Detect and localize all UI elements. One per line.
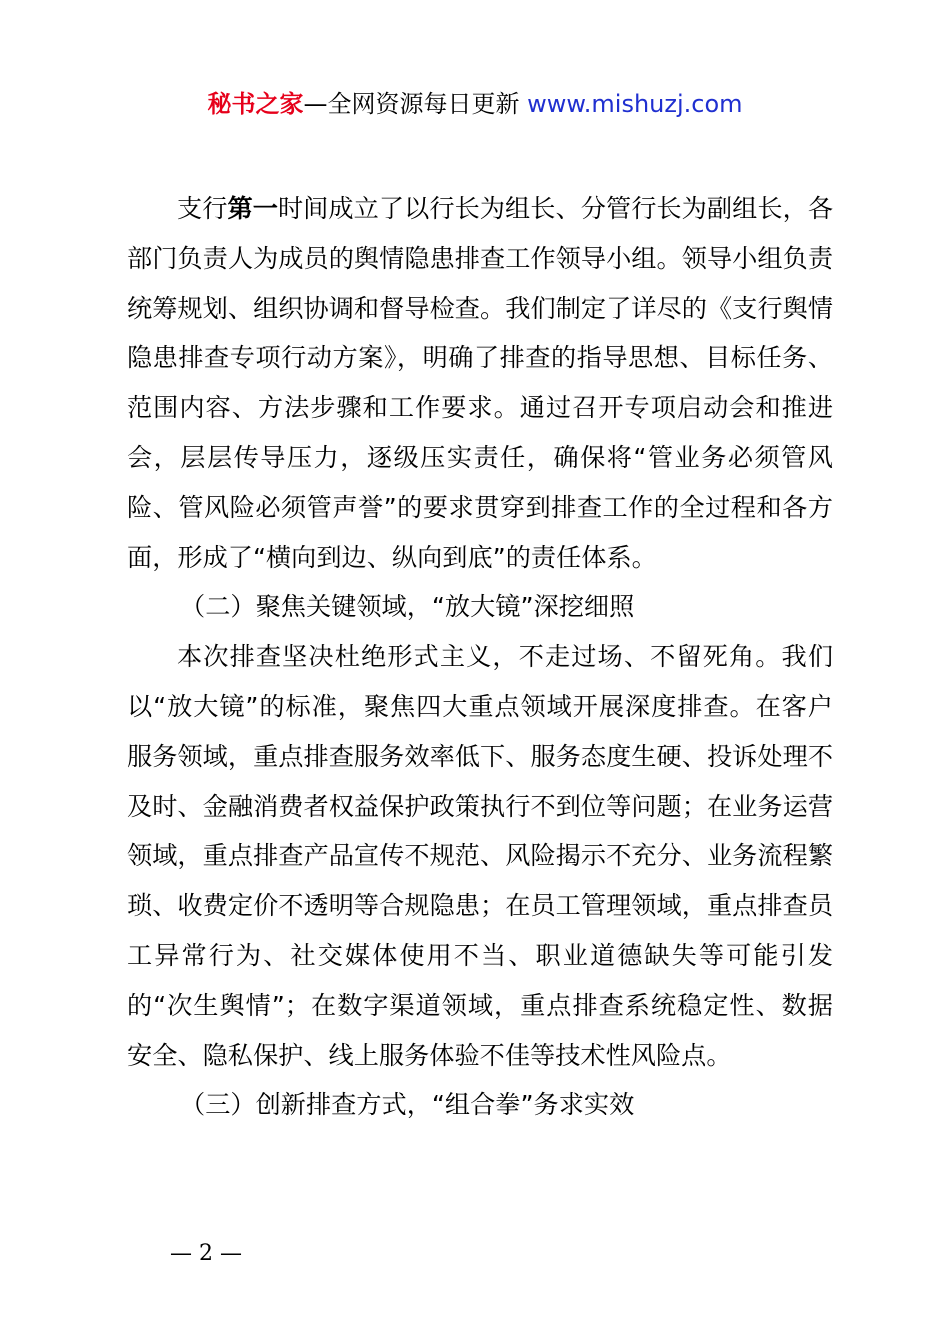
section-heading-2: （二）聚焦关键领域，“放大镜”深挖细照 [180,592,635,622]
site-url: www.mishuzj.com [527,90,743,118]
bold-text: 第一 [227,194,278,223]
paragraph-text: 支行 [177,194,228,223]
brand-name: 秘书之家 [207,90,304,118]
site-header [0,86,950,122]
paragraph-key-areas: 本次排查坚决杜绝形式主义，不走过场、不留死角。我们以“放大镜”的标准，聚焦四大重点领域开展深度排查。在客户服务领域，重点排查服务效率低下、服务态度生硬、投诉处理不及时、金融消费者权益保护政策执行不到位等问题；在业务运营领域，重点排查产品宣传不规范、风险揭示不充分、业务流程繁琐、收费定价不透明等合规隐患；在员工管理领域，重点排查员工异常行为、社交媒体使用不当、职业道德缺失等可能引发的“次生舆情”；在数字渠道领域，重点排查系统稳定性、数据安全、隐私保护、线上服务体验不佳等技术性风险点。 [127,642,833,1070]
header-tagline: —全网资源每日更新 [303,90,528,118]
section-heading-3: （三）创新排查方式，“组合拳”务求实效 [180,1090,635,1120]
document-body [127,184,833,1130]
page-number: — 2 — [170,1241,242,1266]
paragraph-text: 时间成立了以行长为组长、分管行长为副组长，各部门负责人为成员的舆情隐患排查工作领导小组。领导小组负责统筹规划、组织协调和督导检查。我们制定了详尽的《支行舆情隐患排查专项行动方案》，明确了排查的指导思想、目标任务、范围内容、方法步骤和工作要求。通过召开专项启动会和推进会，层层传导压力，逐级压实责任，确保将“管业务必须管风险、管风险必须管声誉”的要求贯穿到排查工作的全过程和各方面，形成了“横向到边、纵向到底”的责任体系。 [127,194,834,572]
paragraph-leadership [127,184,833,582]
